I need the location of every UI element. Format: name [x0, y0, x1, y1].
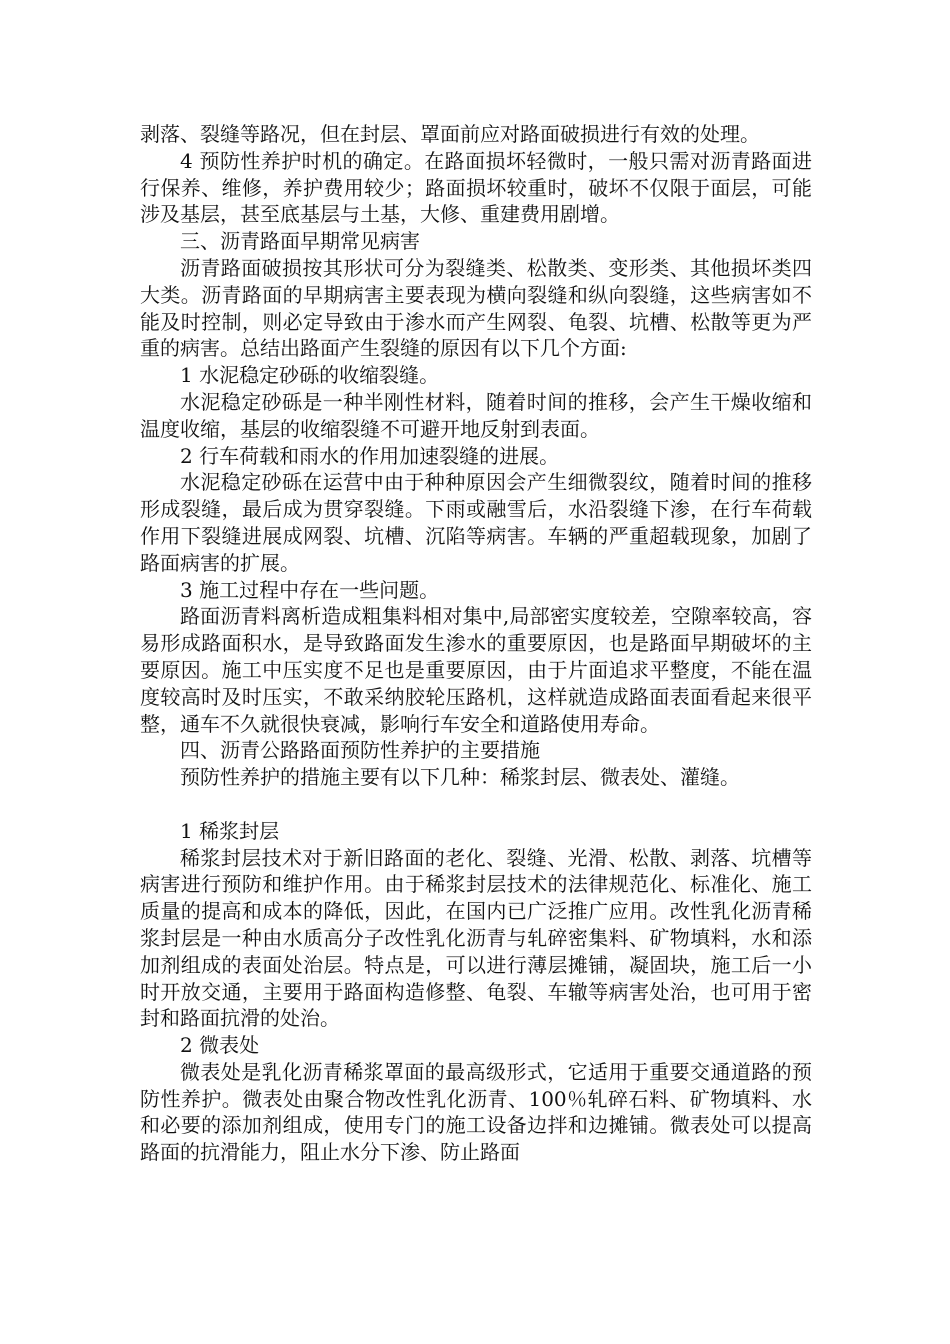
paragraph-damage-types: 沥青路面破损按其形状可分为裂缝类、松散类、变形类、其他损坏类四大类。沥青路面的早期病害主要表现为横向裂缝和纵向裂缝，这些病害如不能及时控制，则必定导致由于渗水而产生网裂、龟裂、坑槽、松散等更为严重的病害。总结出路面产生裂缝的原因有以下几个方面:: [140, 255, 812, 361]
paragraph-maintenance-timing: 4 预防性养护时机的确定。在路面损坏轻微时，一般只需对沥青路面进行保养、维修，养护费用较少；路面损坏较重时，破坏不仅限于面层，可能涉及基层，甚至底基层与土基，大修、重建费用剧增。: [140, 148, 812, 227]
subheading-micro-surfacing: 2 微表处: [180, 1033, 260, 1058]
paragraph-micro-surfacing: 微表处是乳化沥青稀浆罩面的最高级形式，它适用于重要交通道路的预防性养护。微表处由聚合物改性乳化沥青、100％轧碎石料、矿物填料、水和必要的添加剂组成，使用专门的施工设备边拌和边摊铺。微表处可以提高路面的抗滑能力，阻止水分下渗、防止路面: [140, 1059, 812, 1165]
document-body: [140, 121, 812, 1166]
paragraph-slurry-seal: 稀浆封层技术对于新旧路面的老化、裂缝、光滑、松散、剥落、坑槽等病害进行预防和维护作用。由于稀浆封层技术的法律规范化、标准化、施工质量的提高和成本的降低，因此，在国内已广泛推广应用。改性乳化沥青稀浆封层是一种由水质高分子改性乳化沥青与轧碎密集料、矿物填料，水和添加剂组成的表面处治层。特点是，可以进行薄层摊铺，凝固块，施工后一小时开放交通，主要用于路面构造修整、龟裂、车辙等病害处治，也可用于密封和路面抗滑的处治。: [140, 845, 812, 1031]
subheading-shrinkage-cracks: 1 水泥稳定砂砾的收缩裂缝。: [180, 363, 440, 388]
section-heading-early-diseases: 三、沥青路面早期常见病害: [180, 229, 420, 254]
paragraph-measures-list: 预防性养护的措施主要有以下几种：稀浆封层、微表处、灌缝。: [180, 765, 740, 790]
subheading-load-rain: 2 行车荷载和雨水的作用加速裂缝的进展。: [180, 443, 560, 468]
subheading-slurry-seal: 1 稀浆封层: [180, 818, 280, 843]
paragraph-construction-issues: 路面沥青料离析造成粗集料相对集中,局部密实度较差，空隙率较高，容易形成路面积水，是导致路面发生渗水的重要原因，也是路面早期破坏的主要原因。施工中压实度不足也是重要原因，由于片面追求平整度，不能在温度较高时及时压实，不敢采纳胶轮压路机，这样就造成路面表面看起来很平整，通车不久就很快衰减，影响行车安全和道路使用寿命。: [140, 604, 812, 736]
subheading-construction-issues: 3 施工过程中存在一些问题。: [180, 577, 440, 602]
paragraph-load-rain: 水泥稳定砂砾在运营中由于种种原因会产生细微裂纹，随着时间的推移形成裂缝，最后成为贯穿裂缝。下雨或融雪后，水沿裂缝下渗，在行车荷载作用下裂缝进展成网裂、坑槽、沉陷等病害。车辆的严重超载现象，加剧了路面病害的扩展。: [140, 470, 812, 575]
section-heading-main-measures: 四、沥青公路路面预防性养护的主要措施: [180, 738, 540, 763]
paragraph-continuation: 剥落、裂缝等路况，但在封层、罩面前应对路面破损进行有效的处理。: [140, 122, 760, 146]
paragraph-shrinkage-cracks: 水泥稳定砂砾是一种半刚性材料，随着时间的推移，会产生干燥收缩和温度收缩，基层的收缩裂缝不可避开地反射到表面。: [140, 389, 812, 441]
